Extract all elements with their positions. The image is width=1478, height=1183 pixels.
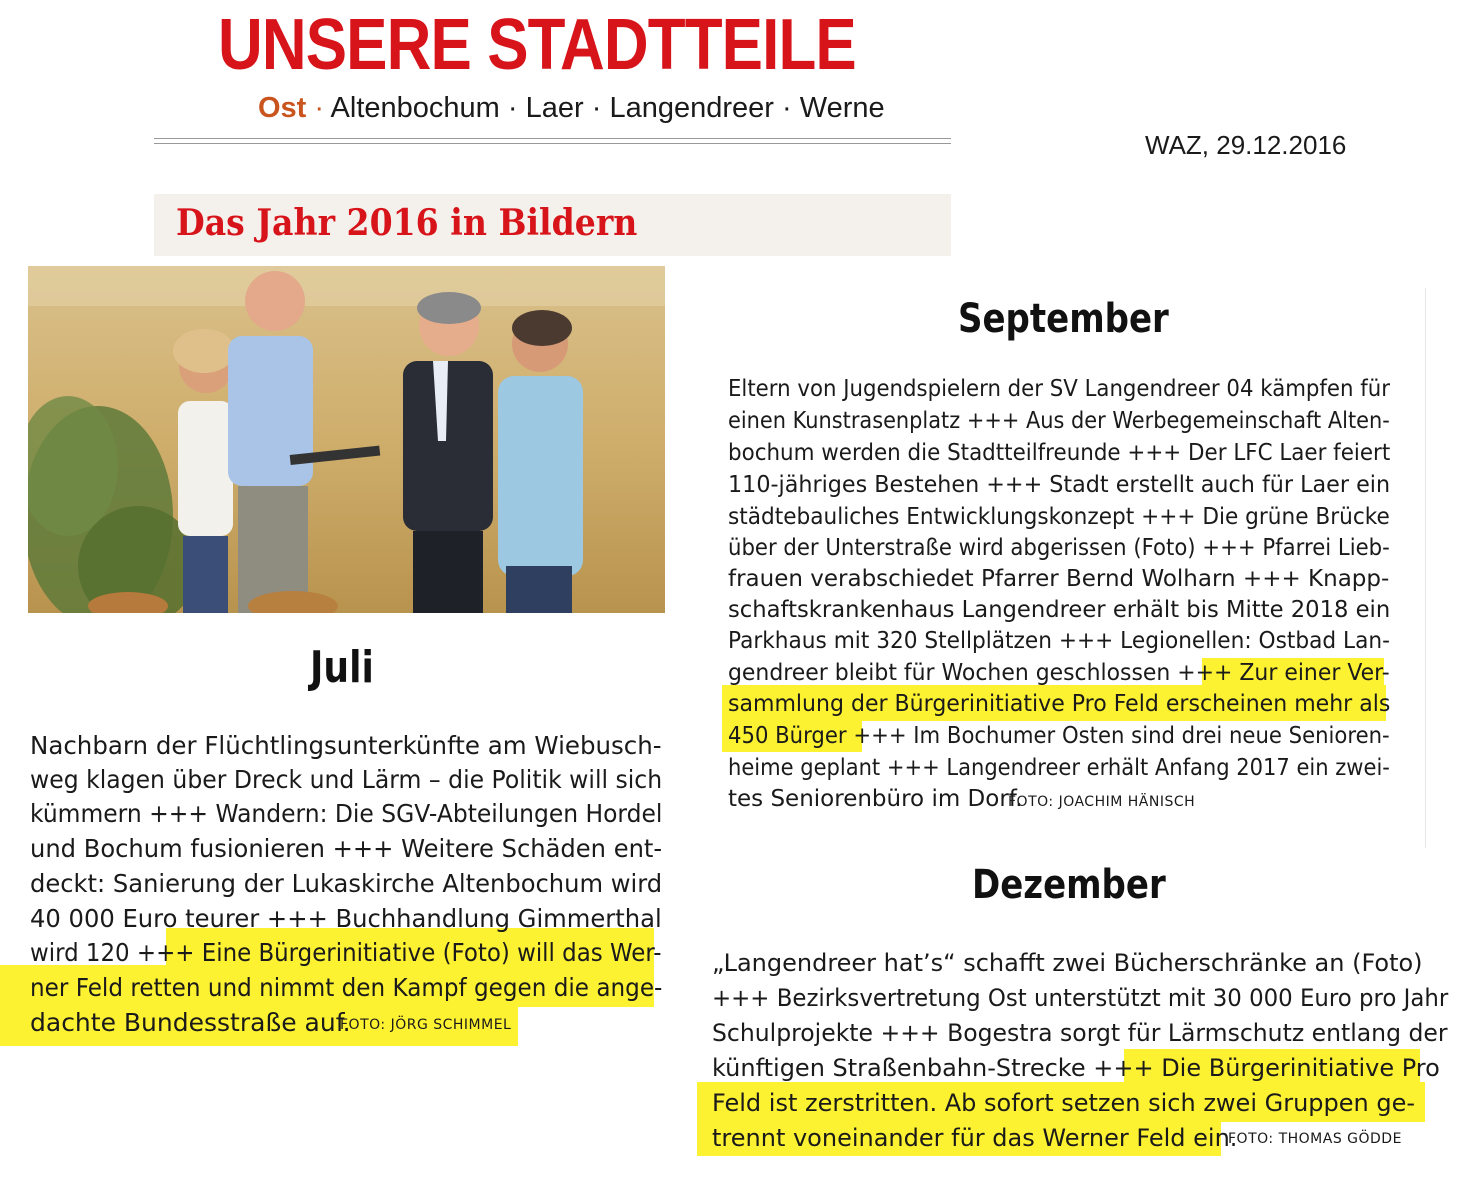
juli-line: kümmern +++ Wandern: Die SGV-Abteilungen Hordel	[30, 799, 663, 828]
district-werne: Werne	[799, 92, 885, 124]
district-separator: ·	[782, 92, 792, 124]
district-separator: ·	[507, 92, 518, 124]
september-line: 110-jähriges Bestehen +++ Stadt erstellt auch für Laer ein	[728, 472, 1391, 498]
september-line: bochum werden die Stadtteilfreunde +++ Der LFC Laer feiert	[728, 440, 1391, 466]
district-list	[258, 86, 885, 130]
heading-dezember: Dezember	[972, 862, 1166, 908]
juli-line: 40 000 Euro teurer +++ Buchhandlung Gimmerthal	[30, 904, 662, 933]
september-line: heime geplant +++ Langendreer erhält Anfang 2017 ein zwei-	[728, 755, 1390, 781]
source-date: WAZ, 29.12.2016	[1145, 130, 1347, 160]
september-line: Parkhaus mit 320 Stellplätzen +++ Legionellen: Ostbad Lan-	[728, 628, 1390, 654]
heading-september: September	[958, 296, 1169, 342]
district-langendreer: Langendreer	[609, 92, 774, 124]
september-line: Eltern von Jugendspielern der SV Langendreer 04 kämpfen für	[728, 376, 1390, 402]
september-line: gendreer bleibt für Wochen geschlossen +++ Zur einer Ver-	[728, 660, 1390, 686]
column-divider	[1425, 288, 1426, 848]
news-photo	[28, 266, 665, 613]
juli-line: deckt: Sanierung der Lukaskirche Altenbochum wird	[30, 869, 663, 898]
juli-line: weg klagen über Dreck und Lärm – die Politik will sich	[30, 765, 663, 794]
juli-line: dachte Bundesstraße auf.	[30, 1008, 351, 1037]
district-separator: ·	[314, 92, 325, 124]
dezember-line: Schulprojekte +++ Bogestra sorgt für Lärmschutz entlang der	[712, 1019, 1448, 1047]
dezember-line: „Langendreer hat’s“ schafft zwei Bücherschränke an (Foto)	[712, 949, 1423, 977]
september-line: über der Unterstraße wird abgerissen (Foto) +++ Pfarrei Lieb-	[728, 535, 1390, 561]
dezember-line: Feld ist zerstritten. Ab sofort setzen sich zwei Gruppen ge-	[712, 1089, 1416, 1117]
dezember-line: künftigen Straßenbahn-Strecke +++ Die Bürgerinitiative Pro	[712, 1054, 1440, 1082]
september-line: städtebauliches Entwicklungskonzept +++ Die grüne Brücke	[728, 504, 1390, 530]
banner-title: Das Jahr 2016 in Bildern	[176, 202, 638, 244]
district-laer: Laer	[525, 92, 584, 124]
dezember-line: trennt voneinander für das Werner Feld ein.	[712, 1124, 1238, 1152]
september-line: einen Kunstrasenplatz +++ Aus der Werbegemeinschaft Alten-	[728, 408, 1390, 434]
juli-line: ner Feld retten und nimmt den Kampf gegen die ange-	[30, 973, 663, 1002]
district-altenbochum: Altenbochum	[330, 92, 500, 124]
district-separator: ·	[591, 92, 602, 124]
photo-credit: FOTO: JÖRG SCHIMMEL	[340, 1017, 512, 1033]
juli-line: und Bochum fusionieren +++ Weitere Schäden ent-	[30, 834, 663, 863]
september-line: 450 Bürger +++ Im Bochumer Osten sind drei neue Senioren-	[728, 723, 1390, 749]
photo-credit: FOTO: THOMAS GÖDDE	[1228, 1131, 1402, 1147]
juli-line: Nachbarn der Flüchtlingsunterkünfte am Wiebusch-	[30, 731, 662, 760]
district-ost: Ost	[258, 92, 307, 124]
photo-credit: FOTO: JOACHIM HÄNISCH	[1008, 794, 1196, 810]
september-line: frauen verabschiedet Pfarrer Bernd Wolharn +++ Knapp-	[728, 566, 1390, 592]
masthead: UNSERE STADTTEILE	[218, 5, 856, 85]
heading-juli: Juli	[310, 642, 374, 693]
header-rule	[154, 138, 951, 144]
september-line: tes Seniorenbüro im Dorf.	[728, 786, 1023, 812]
juli-line: wird 120 +++ Eine Bürgerinitiative (Foto) will das Wer-	[30, 938, 662, 967]
september-line: schaftskrankenhaus Langendreer erhält bis Mitte 2018 ein	[728, 597, 1391, 623]
september-line: sammlung der Bürgerinitiative Pro Feld erscheinen mehr als	[728, 691, 1391, 717]
dezember-line: +++ Bezirksvertretung Ost unterstützt mit 30 000 Euro pro Jahr	[712, 984, 1449, 1012]
